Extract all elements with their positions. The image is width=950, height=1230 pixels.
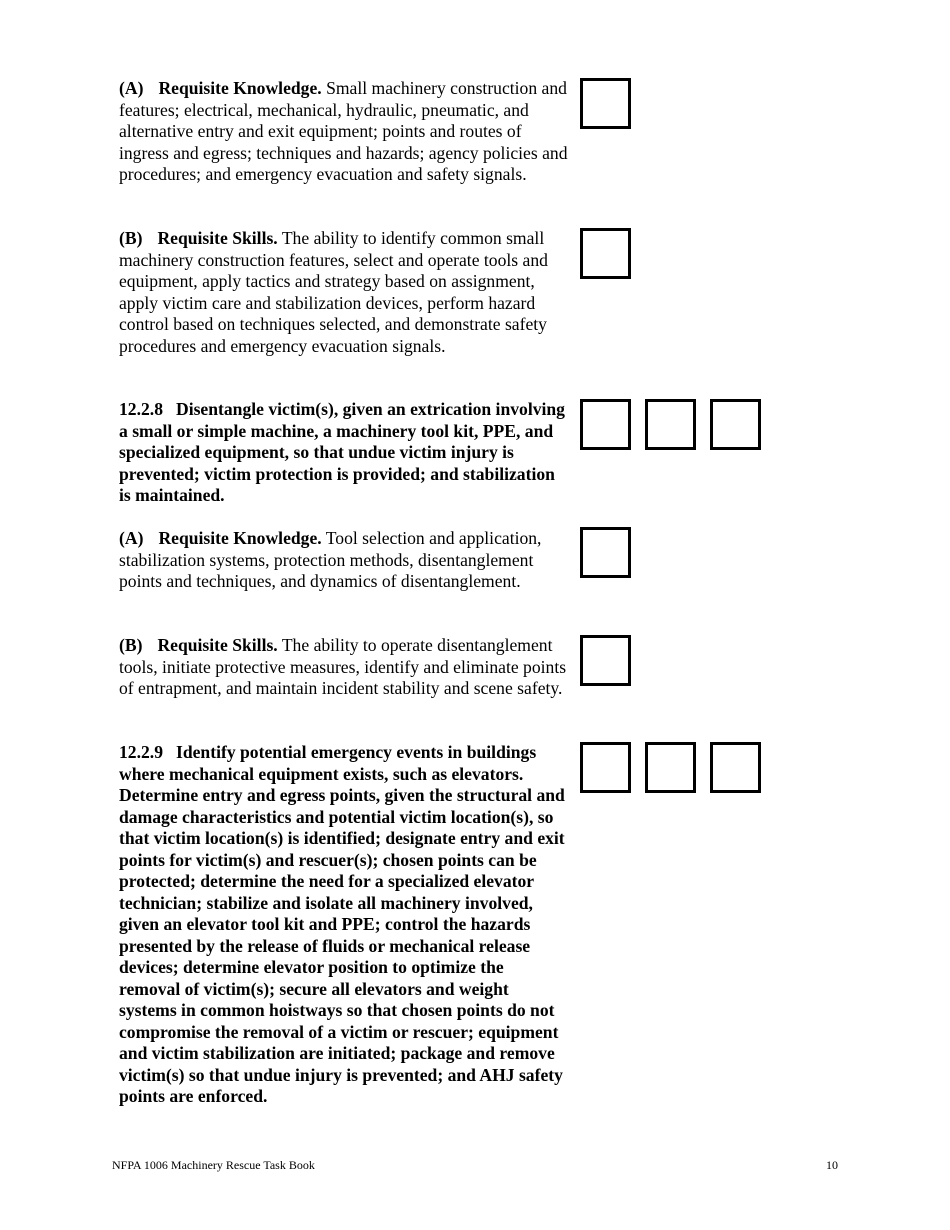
signoff-checkbox-2[interactable]	[645, 399, 696, 450]
section-lead: Requisite Skills.	[157, 635, 278, 655]
section-body: The ability to identify common small machinery construction features, select and operate tools and equipment, apply tactics and strategy based on assignment, apply victim care and stabilization devices, perform hazard control based on techniques selected, and demonstrate safety procedures and emergency evacuation signals.	[119, 228, 548, 356]
jpr-text: Identify potential emergency events in buildings where mechanical equipment exists, such as elevators. Determine entry and egress points, given the structural and damage characteristics and potential victim location(s), so that victim location(s) is identified; designate entry and exit points for victim(s) and rescuer(s); chosen points can be protected; determine the need for a specialized elevator technician; stabilize and isolate all machinery involved, given an elevator tool kit and PPE; control the hazards presented by the release of fluids or mechanical release devices; determine elevator position to optimize the removal of victim(s); secure all elevators and weight systems in common hoistways so that chosen points do not compromise the removal of a victim or rescuer; equipment and victim stabilization are initiated; package and remove victim(s) so that undue injury is prevented; and AHJ safety points are enforced.	[119, 742, 565, 1106]
signoff-boxes-jpr-12-2-9	[580, 742, 761, 793]
section-marker: (B)	[119, 635, 143, 655]
section-lead: Requisite Skills.	[157, 228, 278, 248]
requisite-knowledge-a1	[119, 78, 569, 186]
page-number: 10	[826, 1158, 838, 1172]
signoff-boxes-jpr-12-2-8	[580, 399, 761, 450]
requisite-skills-b2	[119, 635, 569, 700]
signoff-boxes-a1	[580, 78, 631, 129]
section-lead: Requisite Knowledge.	[158, 528, 322, 548]
jpr-number: 12.2.8	[119, 399, 163, 419]
signoff-checkbox[interactable]	[580, 228, 631, 279]
section-marker: (A)	[119, 78, 144, 98]
signoff-checkbox-1[interactable]	[580, 399, 631, 450]
signoff-checkbox-1[interactable]	[580, 742, 631, 793]
signoff-checkbox[interactable]	[580, 78, 631, 129]
signoff-checkbox[interactable]	[580, 527, 631, 578]
signoff-boxes-b2	[580, 635, 631, 686]
signoff-boxes-a2	[580, 527, 631, 578]
section-body: Small machinery construction and features; electrical, mechanical, hydraulic, pneumatic, and alternative entry and exit equipment; points and routes of ingress and egress; techniques and hazards; agency policies and procedures; and emergency evacuation and safety signals.	[119, 78, 568, 184]
section-lead: Requisite Knowledge.	[158, 78, 322, 98]
signoff-boxes-b1	[580, 228, 631, 279]
signoff-checkbox[interactable]	[580, 635, 631, 686]
section-body: Tool selection and application, stabilization systems, protection methods, disentanglement points and techniques, and dynamics of disentanglement.	[119, 528, 542, 591]
jpr-text: Disentangle victim(s), given an extrication involving a small or simple machine, a machinery tool kit, PPE, and specialized equipment, so that undue victim injury is prevented; victim protection is provided; and stabilization is maintained.	[119, 399, 565, 505]
footer-title: NFPA 1006 Machinery Rescue Task Book	[112, 1158, 315, 1172]
section-marker: (B)	[119, 228, 143, 248]
requisite-skills-b1	[119, 228, 569, 357]
signoff-checkbox-2[interactable]	[645, 742, 696, 793]
section-body: The ability to operate disentanglement tools, initiate protective measures, identify and eliminate points of entrapment, and maintain incident stability and scene safety.	[119, 635, 567, 698]
signoff-checkbox-3[interactable]	[710, 399, 761, 450]
signoff-checkbox-3[interactable]	[710, 742, 761, 793]
jpr-number: 12.2.9	[119, 742, 163, 762]
jpr-12-2-9	[119, 742, 569, 1108]
section-marker: (A)	[119, 528, 144, 548]
requisite-knowledge-a2	[119, 528, 569, 593]
jpr-12-2-8	[119, 399, 569, 507]
